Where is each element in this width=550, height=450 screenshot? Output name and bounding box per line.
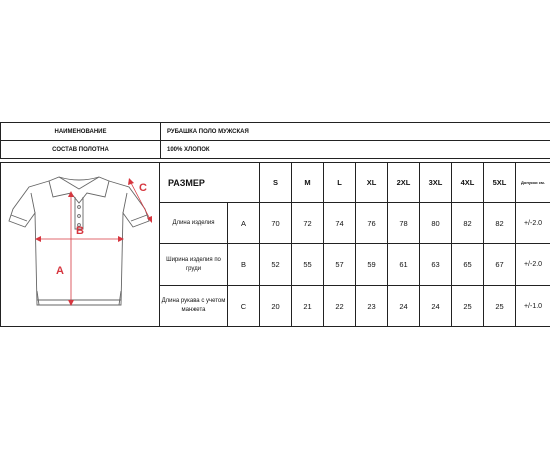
row-tolerance: +/-2.0 — [516, 203, 550, 244]
polo-shirt-diagram — [1, 163, 159, 326]
table-row — [160, 203, 550, 244]
tolerance-header: Допуски см. — [516, 163, 550, 203]
table-cell: 82 — [484, 203, 516, 244]
table-cell: 80 — [420, 203, 452, 244]
row-tolerance: +/-1.0 — [516, 286, 550, 327]
size-4xl: 4XL — [452, 163, 484, 203]
size-5xl: 5XL — [484, 163, 516, 203]
table-cell: 76 — [356, 203, 388, 244]
size-xl: XL — [356, 163, 388, 203]
table-row — [160, 244, 550, 286]
size-l: L — [324, 163, 356, 203]
table-cell: 22 — [324, 286, 356, 327]
fabric-row — [1, 141, 550, 159]
marker-b: B — [76, 225, 84, 237]
size-header-row — [160, 163, 550, 203]
table-cell: 55 — [292, 244, 324, 286]
fabric-label: СОСТАВ ПОЛОТНА — [1, 141, 161, 159]
table-cell: 65 — [452, 244, 484, 286]
row-code: A — [228, 203, 260, 244]
name-row — [1, 123, 550, 141]
table-cell: 57 — [324, 244, 356, 286]
row-label: Длина изделия — [160, 203, 228, 244]
product-info-table — [0, 122, 550, 159]
polo-shirt-outline — [9, 177, 149, 305]
marker-c: C — [139, 182, 147, 194]
table-cell: 20 — [260, 286, 292, 327]
diagram-cell — [0, 162, 160, 327]
table-row — [160, 286, 550, 327]
table-cell: 82 — [452, 203, 484, 244]
table-cell: 25 — [452, 286, 484, 327]
table-cell: 52 — [260, 244, 292, 286]
table-cell: 23 — [356, 286, 388, 327]
table-cell: 59 — [356, 244, 388, 286]
row-label: Длина рукава с учетом манжета — [160, 286, 228, 327]
table-cell: 21 — [292, 286, 324, 327]
name-label: НАИМЕНОВАНИЕ — [1, 123, 161, 141]
table-cell: 24 — [420, 286, 452, 327]
table-cell: 72 — [292, 203, 324, 244]
table-cell: 70 — [260, 203, 292, 244]
table-cell: 78 — [388, 203, 420, 244]
row-tolerance: +/-2.0 — [516, 244, 550, 286]
table-cell: 24 — [388, 286, 420, 327]
table-cell: 63 — [420, 244, 452, 286]
name-value: РУБАШКА ПОЛО МУЖСКАЯ — [161, 123, 550, 141]
size-s: S — [260, 163, 292, 203]
size-title: РАЗМЕР — [160, 163, 260, 203]
measurement-lines — [35, 178, 152, 306]
table-cell: 74 — [324, 203, 356, 244]
size-3xl: 3XL — [420, 163, 452, 203]
row-code: B — [228, 244, 260, 286]
fabric-value: 100% ХЛОПОК — [161, 141, 550, 159]
table-cell: 25 — [484, 286, 516, 327]
row-code: C — [228, 286, 260, 327]
table-cell: 61 — [388, 244, 420, 286]
size-m: M — [292, 163, 324, 203]
size-2xl: 2XL — [388, 163, 420, 203]
table-cell: 67 — [484, 244, 516, 286]
marker-a: A — [56, 265, 64, 277]
row-label: Ширина изделия по груди — [160, 244, 228, 286]
size-chart-sheet — [0, 122, 550, 327]
size-table — [159, 162, 550, 327]
